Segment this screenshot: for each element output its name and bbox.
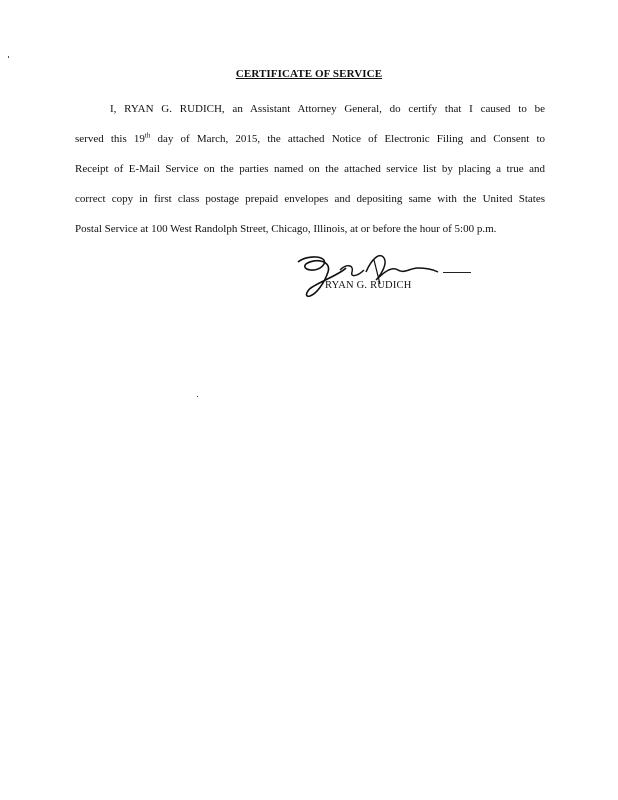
certificate-title: CERTIFICATE OF SERVICE (235, 68, 383, 80)
signature-line (443, 272, 471, 273)
served-date-prefix: served this 19 (75, 133, 145, 145)
date-ordinal-suffix: th (144, 131, 151, 140)
body-line-2 (75, 124, 545, 154)
handwritten-signature (288, 250, 448, 300)
body-line-4: correct copy in first class postage prepaid envelopes and depositing same with the United States (75, 193, 545, 205)
signer-name: RYAN G. RUDICH (325, 280, 412, 291)
certificate-body (75, 94, 545, 244)
body-line-3: Receipt of E-Mail Service on the parties named on the attached service list by placing a true and (75, 163, 545, 175)
served-date-rest: day of March, 2015, the attached Notice of Electronic Filing and Consent to (157, 133, 546, 145)
scan-speck (197, 396, 198, 397)
scan-edge-mark (8, 56, 9, 58)
body-line-1: I, RYAN G. RUDICH, an Assistant Attorney General, do certify that I caused to be (110, 103, 545, 115)
body-line-5: Postal Service at 100 West Randolph Street, Chicago, Illinois, at or before the hour of 5:00 p.m. (75, 223, 497, 235)
signature-block (288, 250, 478, 300)
